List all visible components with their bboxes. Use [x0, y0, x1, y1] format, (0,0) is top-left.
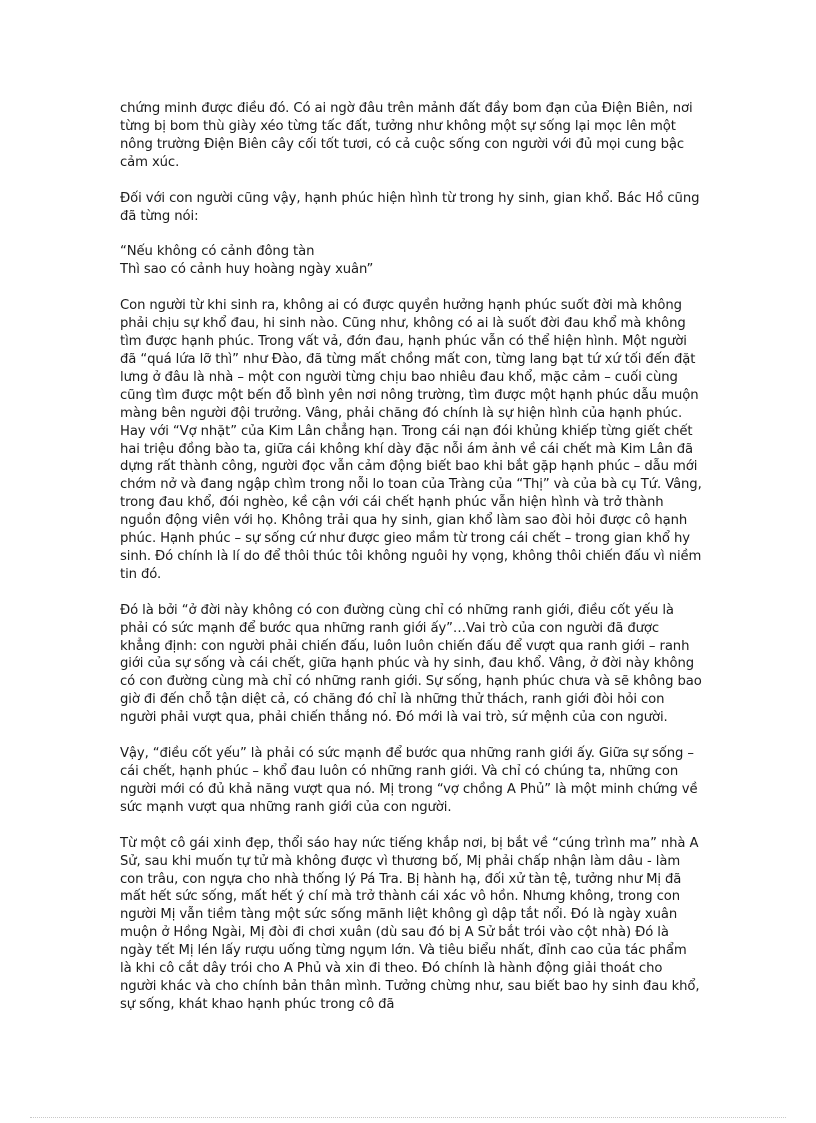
paragraph-2: Đối với con người cũng vậy, hạnh phúc hiện hình từ trong hy sinh, gian khổ. Bác Hồ cũng đã từng nói: [120, 190, 700, 224]
paragraph-3: Con người từ khi sinh ra, không ai có được quyền hưởng hạnh phúc suốt đời mà không phải chịu sự khổ đau, hi sinh nào. Cũng như, không có ai là suốt đời đau khổ mà không tìm được hạnh phúc. Trong vất vả, đớn đau, hạnh phúc vẫn có thể hiện hình. Một người đã “quá lứa lỡ thì” như Đào, đã từng mất chồng mất con, từng lang bạt tứ xứ tối đến đặt lưng ở đâu là nhà – một con người từng chịu bao nhiêu đau khổ, mặc cảm – cuối cùng cũng tìm được một bến đỗ bình yên nơi nông trường, tìm được một hạnh phúc dẫu muộn màng bên người đội trưởng. Vâng, phải chăng đó chính là sự hiện hình của hạnh phúc. Hay với “Vợ nhặt” của Kim Lân chẳng hạn. Trong cái nạn đói khủng khiếp từng giết chết hai triệu đồng bào ta, giữa cái không khí dày đặc nỗi ám ảnh về cái chết mà Kim Lân đã dựng rất thành công, người đọc vẫn cảm động biết bao khi bắt gặp hạnh phúc – dẫu mới chớm nở và đang ngập chìm trong nỗi lo toan của Tràng của “Thị” và của bà cụ Tứ. Vâng, trong đau khổ, đói nghèo, kề cận với cái chết hạnh phúc vẫn hiện hình và trở thành nguồn động viên với họ. Không trải qua hy sinh, gian khổ làm sao đòi hỏi được cô hạnh phúc. Hạnh phúc – sự sống cứ như được gieo mầm từ trong cái chết – trong gian khổ hy sinh. Đó chính là lí do để thôi thúc tôi không nguôi hy vọng, không thôi chiến đấu vì niềm tin đó. [120, 298, 702, 582]
document-body [120, 100, 702, 1032]
quote-line-2: Thì sao có cảnh huy hoàng ngày xuân” [120, 262, 374, 278]
quote-line-1: “Nếu không có cảnh đông tàn [120, 244, 315, 260]
page-bottom-divider [30, 1117, 786, 1118]
quotation [120, 243, 702, 279]
paragraph-6: Từ một cô gái xinh đẹp, thổi sáo hay nức tiếng khắp nơi, bị bắt về “cúng trình ma” nhà A Sử, sau khi muốn tự tử mà không được vì thương bố, Mị phải chấp nhận làm dâu - làm con trâu, con ngựa cho nhà thống lý Pá Tra. Bị hành hạ, đối xử tàn tệ, tưởng như Mị đã mất hết sức sống, mất hết ý chí mà trở thành cái xác vô hồn. Nhưng không, trong con người Mị vẫn tiềm tàng một sức sống mãnh liệt không gì dập tắt nổi. Đó là ngày xuân muộn ở Hồng Ngài, Mị đòi đi chơi xuân (dù sau đó bị A Sử bắt trói vào cột nhà) Đó là ngày tết Mị lén lấy rượu uống từng ngụm lớn. Và tiêu biểu nhất, đỉnh cao của tác phẩm là khi cô cắt dây trói cho A Phủ và xin đi theo. Đó chính là hành động giải thoát cho người khác và cho chính bản thân mình. Tưởng chừng như, sau biết bao hy sinh đau khổ, sự sống, khát khao hạnh phúc trong cô đã [120, 835, 700, 1012]
paragraph-5: Vậy, “điều cốt yếu” là phải có sức mạnh để bước qua những ranh giới ấy. Giữa sự sống – cái chết, hạnh phúc – khổ đau luôn có những ranh giới. Và chỉ có chúng ta, những con người mới có đủ khả năng vượt qua nó. Mị trong “vợ chồng A Phủ” là một minh chứng về sức mạnh vượt qua những ranh giới của con người. [120, 746, 698, 815]
paragraph-1: chứng minh được điều đó. Có ai ngờ đâu trên mảnh đất đầy bom đạn của Điện Biên, nơi từng bị bom thù giày xéo từng tấc đất, tưởng như không một sự sống lại mọc lên một nông trường Điện Biên cây cối tốt tươi, có cả cuộc sống con người với đủ mọi cung bậc cảm xúc. [120, 101, 693, 170]
paragraph-4: Đó là bởi “ở đời này không có con đường cùng chỉ có những ranh giới, điều cốt yếu là phải có sức mạnh để bước qua những ranh giới ấy”…Vai trò của con người đã được khẳng định: con người phải chiến đấu, luôn luôn chiến đấu để vượt qua ranh giới – ranh giới của sự sống và cái chết, giữa hạnh phúc và hy sinh, đau khổ. Vâng, ở đời này không có con đường cùng mà chỉ có những ranh giới. Sự sống, hạnh phúc chưa và sẽ không bao giờ đi đến chỗ tận diệt cả, có chăng đó chỉ là những thử thách, ranh giới đòi hỏi con người phải vượt qua, phải chiến thắng nó. Đó mới là vai trò, sứ mệnh của con người. [120, 602, 702, 726]
